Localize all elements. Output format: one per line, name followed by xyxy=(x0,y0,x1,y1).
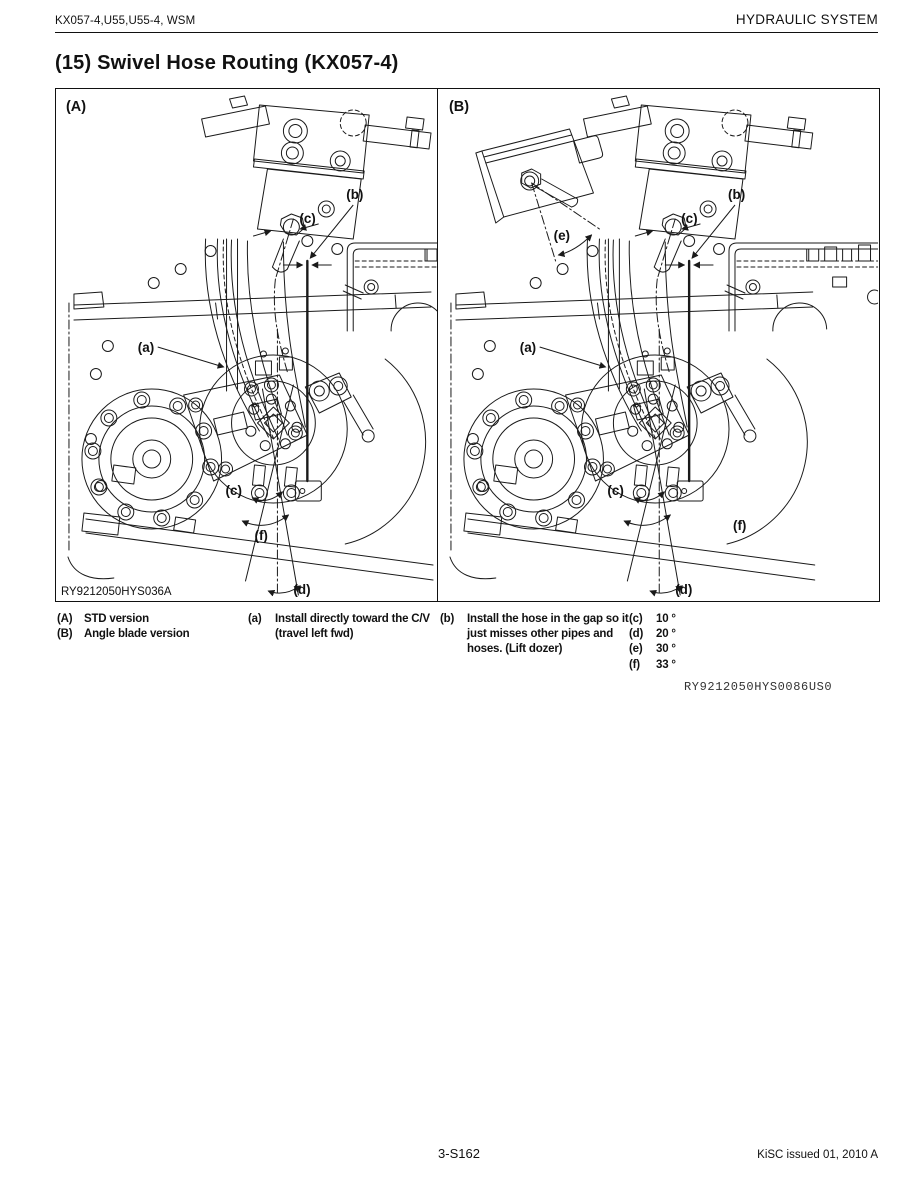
legend-key: (B) xyxy=(57,628,73,641)
legend-row xyxy=(57,612,247,627)
footer-page-number: 3-S162 xyxy=(438,1146,480,1161)
legend-value: 20 ° xyxy=(656,628,676,641)
callout-c-label: (c) xyxy=(225,482,243,499)
callout-b-label: (b) xyxy=(728,186,746,203)
callout-d-label: (d) xyxy=(675,581,693,598)
page-title: (15) Swivel Hose Routing (KX057-4) xyxy=(55,52,399,74)
callout-e-label: (e) xyxy=(553,227,571,244)
legend-row xyxy=(629,627,719,642)
figure-panel-b xyxy=(437,89,878,601)
callout-f-label: (f) xyxy=(254,527,268,544)
header-model-text: KX057-4,U55,U55-4, WSM xyxy=(55,15,196,27)
legend-key: (c) xyxy=(629,613,643,625)
panel-a-label: (A) xyxy=(65,98,87,116)
legend-row xyxy=(57,627,247,642)
callout-f-label: (f) xyxy=(732,517,747,534)
legend-row xyxy=(440,612,630,658)
header-section-text: HYDRAULIC SYSTEM xyxy=(735,12,878,27)
callout-c-top-label: (c) xyxy=(299,210,316,227)
figure-code: RY9212050HYS036A xyxy=(60,585,172,599)
footer-issue-note: KiSC issued 01, 2010 A xyxy=(757,1149,878,1161)
legend-versions xyxy=(57,612,247,642)
legend-note-a xyxy=(248,612,434,642)
legend-row xyxy=(629,612,719,627)
legend-angles xyxy=(629,612,719,673)
panel-a-drawing xyxy=(56,89,437,601)
legend-row xyxy=(629,642,719,657)
figure-panel-a xyxy=(56,89,437,601)
legend-key: (a) xyxy=(248,613,262,625)
legend-key: (A) xyxy=(57,613,73,625)
legend-note-b xyxy=(440,612,630,658)
legend-text: STD version xyxy=(84,613,149,625)
callout-b-label: (b) xyxy=(346,186,364,203)
page-header xyxy=(55,12,878,33)
legend-text: Install the hose in the gap so it just misses other pipes and hoses. (Lift dozer) xyxy=(467,613,629,656)
legend-key: (f) xyxy=(629,658,640,671)
reference-code: RY9212050HYS0086US0 xyxy=(684,680,833,694)
legend-row xyxy=(629,658,719,673)
figure xyxy=(55,88,880,602)
panel-b-drawing xyxy=(438,89,878,601)
legend-row xyxy=(248,612,434,642)
legend-text: Install directly toward the C/V (travel left fwd) xyxy=(275,613,430,641)
legend-value: 10 ° xyxy=(656,613,676,625)
callout-a-label: (a) xyxy=(519,339,537,356)
legend-key: (e) xyxy=(629,643,643,656)
legend-value: 33 ° xyxy=(656,658,676,671)
legend-text: Angle blade version xyxy=(84,628,190,641)
legend-key: (d) xyxy=(629,628,644,641)
callout-c-label: (c) xyxy=(607,482,624,499)
panel-b-label: (B) xyxy=(448,98,470,116)
legend-key: (b) xyxy=(440,613,455,625)
callout-c-top-label: (c) xyxy=(681,210,698,227)
legend-value: 30 ° xyxy=(656,643,676,656)
callout-a-label: (a) xyxy=(137,339,155,356)
callout-d-label: (d) xyxy=(293,581,311,598)
